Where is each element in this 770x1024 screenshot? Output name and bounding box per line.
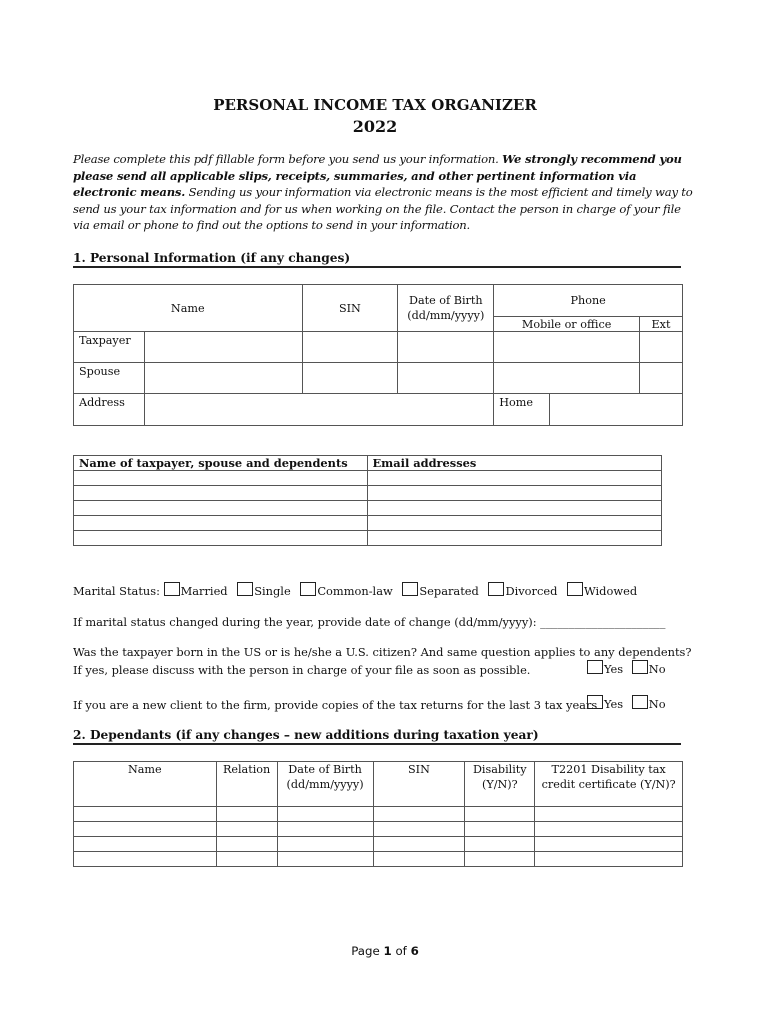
section-1-heading: 1. Personal Information (if any changes) — [73, 251, 681, 268]
dep-sin-header: SIN — [373, 762, 465, 807]
us-citizen-question: Was the taxpayer born in the US or is he/she a U.S. citizen? And same question applies to any dependents? — [73, 645, 692, 659]
email-address-cell[interactable] — [367, 516, 662, 531]
new-client-question: If you are a new client to the firm, provide copies of the tax returns for the last 3 tax years — [73, 698, 598, 712]
new-client-no-checkbox[interactable] — [632, 695, 648, 709]
dep-cell[interactable] — [216, 822, 277, 837]
phone-header: Phone — [494, 285, 683, 317]
single-checkbox[interactable] — [237, 582, 253, 596]
email-name-cell[interactable] — [74, 486, 368, 501]
taxpayer-dob-field[interactable] — [398, 332, 494, 363]
taxpayer-sin-field[interactable] — [302, 332, 398, 363]
home-label: Home — [494, 394, 550, 425]
dep-t2201-header: T2201 Disability tax credit certificate (Y/N)? — [535, 762, 683, 807]
email-name-header: Name of taxpayer, spouse and dependents — [74, 456, 368, 471]
home-phone-field[interactable] — [550, 394, 682, 425]
dep-relation-header: Relation — [216, 762, 277, 807]
marital-status-label: Marital Status: — [73, 584, 160, 598]
divorced-checkbox[interactable] — [488, 582, 504, 596]
email-name-cell[interactable] — [74, 516, 368, 531]
intro-paragraph: Please complete this pdf fillable form before you send us your information. We strongly recommend you please send all applicable slips, receipts, summaries, and other pertinent information via electronic means. Sending us your information via electronic means is the most efficient and timely way to send us your tax information and for us when working on the file. Contact the person in charge of your file via email or phone to find out the options to send in your information. — [73, 152, 693, 233]
dep-cell[interactable] — [373, 837, 465, 852]
taxpayer-phone-field[interactable] — [494, 332, 640, 363]
dep-cell[interactable] — [465, 807, 535, 822]
spouse-sin-field[interactable] — [302, 363, 398, 394]
page-total: 6 — [410, 944, 419, 958]
dep-cell[interactable] — [74, 807, 217, 822]
dep-cell[interactable] — [373, 807, 465, 822]
taxpayer-ext-field[interactable] — [639, 332, 682, 363]
email-address-cell[interactable] — [367, 531, 662, 546]
email-address-cell[interactable] — [367, 501, 662, 516]
form-year: 2022 — [352, 117, 398, 136]
taxpayer-name-field[interactable] — [144, 332, 302, 363]
dep-cell[interactable] — [277, 837, 373, 852]
widowed-checkbox[interactable] — [567, 582, 583, 596]
marital-status-row: Marital Status: Married Single Common-law Separated Divorced Widowed — [73, 584, 638, 598]
dep-cell[interactable] — [535, 852, 683, 867]
dep-cell[interactable] — [277, 852, 373, 867]
dep-cell[interactable] — [74, 837, 217, 852]
dep-cell[interactable] — [465, 837, 535, 852]
dep-cell[interactable] — [277, 822, 373, 837]
email-address-header: Email addresses — [367, 456, 662, 471]
dep-disability-header: Disability (Y/N)? — [465, 762, 535, 807]
us-no-checkbox[interactable] — [632, 660, 648, 674]
dep-cell[interactable] — [74, 822, 217, 837]
new-client-yes-checkbox[interactable] — [587, 695, 603, 709]
spouse-ext-field[interactable] — [639, 363, 682, 394]
dep-cell[interactable] — [373, 822, 465, 837]
email-address-cell[interactable] — [367, 486, 662, 501]
email-address-cell[interactable] — [367, 471, 662, 486]
section-2-heading: 2. Dependants (if any changes – new additions during taxation year) — [73, 728, 681, 745]
dep-cell[interactable] — [216, 852, 277, 867]
taxpayer-label: Taxpayer — [74, 332, 145, 363]
form-title: PERSONAL INCOME TAX ORGANIZER — [213, 96, 537, 114]
page-number: 1 — [383, 944, 392, 958]
dep-cell[interactable] — [216, 837, 277, 852]
name-header: Name — [74, 285, 303, 332]
dep-cell[interactable] — [535, 837, 683, 852]
dob-header: Date of Birth (dd/mm/yyyy) — [398, 285, 494, 332]
dep-cell[interactable] — [277, 807, 373, 822]
new-client-yes-no: Yes No — [582, 695, 666, 711]
dep-dob-header: Date of Birth (dd/mm/yyyy) — [277, 762, 373, 807]
dep-cell[interactable] — [373, 852, 465, 867]
dependants-table — [73, 761, 683, 867]
email-table — [73, 455, 662, 546]
address-label: Address — [74, 394, 145, 426]
separated-checkbox[interactable] — [402, 582, 418, 596]
us-citizen-yes-no: Yes No — [582, 660, 666, 676]
dep-cell[interactable] — [535, 807, 683, 822]
page-footer: Page 1 of 6 — [351, 944, 419, 958]
spouse-label: Spouse — [74, 363, 145, 394]
dep-cell[interactable] — [74, 852, 217, 867]
email-name-cell[interactable] — [74, 501, 368, 516]
spouse-phone-field[interactable] — [494, 363, 640, 394]
email-name-cell[interactable] — [74, 471, 368, 486]
dep-cell[interactable] — [535, 822, 683, 837]
personal-info-table — [73, 284, 683, 426]
us-citizen-note: If yes, please discuss with the person in charge of your file as soon as possible. — [73, 663, 531, 677]
marital-change-date: If marital status changed during the year, provide date of change (dd/mm/yyyy): ______________________ — [73, 615, 666, 629]
dep-cell[interactable] — [216, 807, 277, 822]
common-law-checkbox[interactable] — [300, 582, 316, 596]
spouse-dob-field[interactable] — [398, 363, 494, 394]
dep-cell[interactable] — [465, 822, 535, 837]
ext-header: Ext — [639, 317, 682, 332]
us-yes-checkbox[interactable] — [587, 660, 603, 674]
married-checkbox[interactable] — [164, 582, 180, 596]
spouse-name-field[interactable] — [144, 363, 302, 394]
mobile-header: Mobile or office — [494, 317, 640, 332]
sin-header: SIN — [302, 285, 398, 332]
dep-name-header: Name — [74, 762, 217, 807]
email-name-cell[interactable] — [74, 531, 368, 546]
address-field[interactable] — [144, 394, 493, 426]
dep-cell[interactable] — [465, 852, 535, 867]
